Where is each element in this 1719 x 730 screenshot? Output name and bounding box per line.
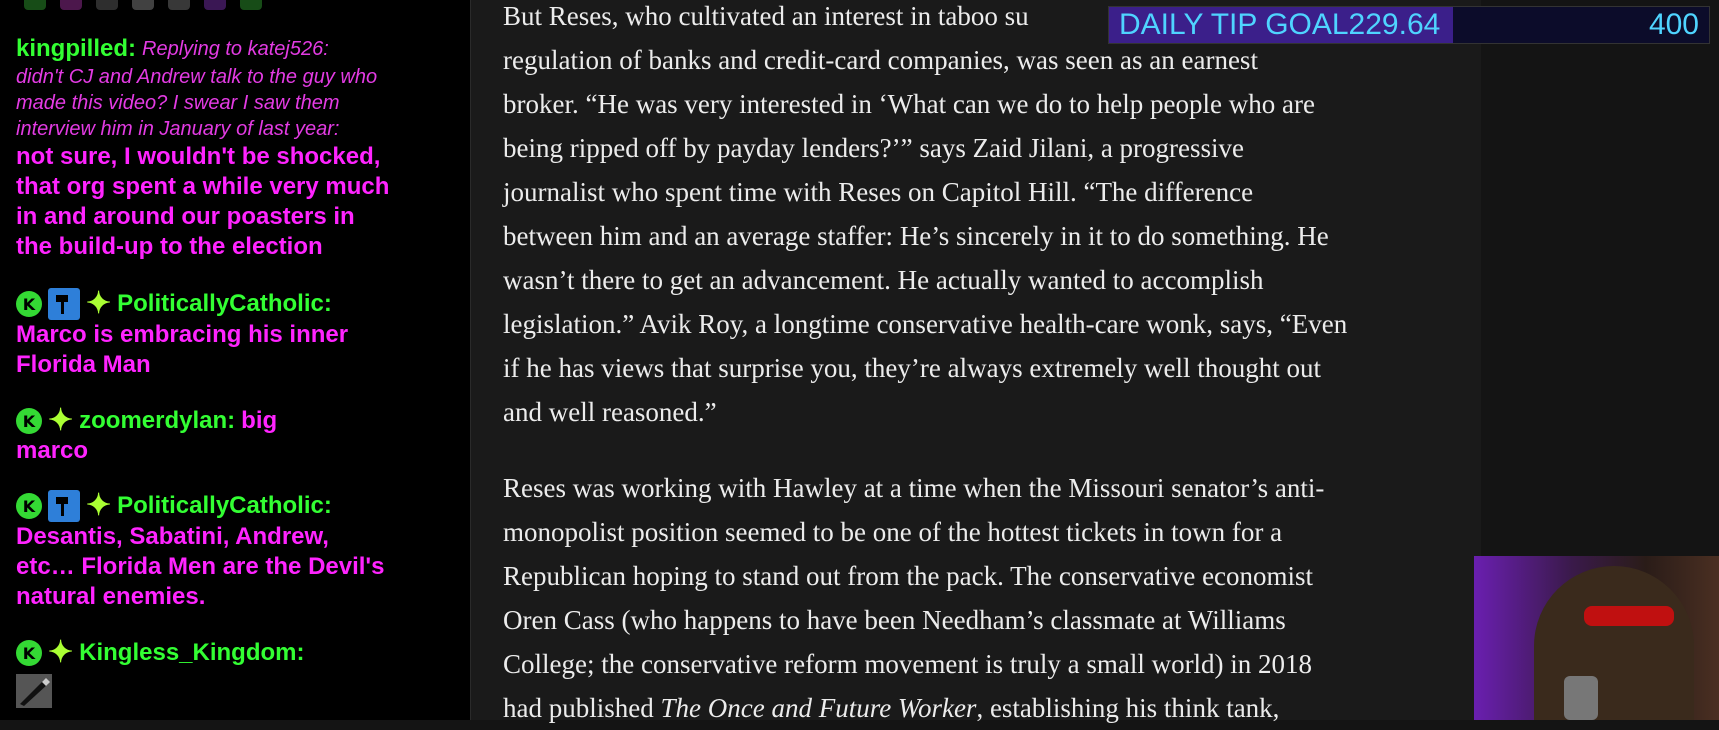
message-line: Marco is embracing his inner	[16, 321, 349, 348]
chat-top-badges	[24, 0, 262, 10]
reply-line: interview him in January of last year:	[16, 118, 340, 140]
badge-icon	[240, 0, 262, 10]
article-line: Reses was working with Hawley at a time when the Missouri senator’s anti-	[503, 473, 1325, 503]
article-line: between him and an average staffer: He’s sincerely in it to do something. He	[503, 221, 1329, 251]
badge-icon	[60, 0, 82, 10]
article-view[interactable]	[470, 0, 1481, 723]
chat-message	[16, 638, 456, 716]
chat-panel	[0, 0, 470, 720]
chat-username[interactable]: PoliticallyCatholic:	[117, 492, 332, 519]
chat-message	[16, 490, 456, 612]
message-line: natural enemies.	[16, 583, 206, 610]
article-line: monopolist position seemed to be one of the hottest tickets in town for a	[503, 517, 1283, 547]
article-line: Oren Cass (who happens to have been Needham’s classmate at Williams	[503, 605, 1286, 635]
k-badge-icon: K	[16, 493, 42, 519]
chat-username[interactable]: PoliticallyCatholic:	[117, 290, 332, 317]
microphone-icon	[1564, 676, 1598, 720]
message-line: that org spent a while very much	[16, 173, 390, 200]
article-line: wasn’t there to get an advancement. He actually wanted to accomplish	[503, 265, 1264, 295]
badge-icon	[24, 0, 46, 10]
message-inline-text: big	[241, 407, 278, 434]
sunglasses	[1584, 606, 1674, 626]
article-line: legislation.” Avik Roy, a longtime conservative health-care wonk, says, “Even	[503, 309, 1348, 339]
message-line: Florida Man	[16, 351, 151, 378]
chat-username[interactable]: kingpilled:	[16, 35, 136, 62]
sparkle-icon: ✦	[48, 636, 74, 669]
message-line: the build-up to the election	[16, 233, 323, 260]
reply-line: didn't CJ and Andrew talk to the guy who	[16, 66, 378, 88]
article-line: if he has views that surprise you, they’re always extremely well thought out	[503, 353, 1322, 383]
badge-icon	[204, 0, 226, 10]
tip-goal-target: 400	[1648, 8, 1699, 41]
article-line: journalist who spent time with Reses on Capitol Hill. “The difference	[503, 177, 1254, 207]
article-paragraph	[503, 466, 1475, 730]
article-line	[503, 686, 1475, 730]
sparkle-icon: ✦	[86, 489, 112, 522]
article-line: But Reses, who cultivated an interest in taboo su	[503, 1, 1029, 31]
reply-label: Replying to katej526:	[142, 38, 329, 60]
k-badge-icon: K	[16, 291, 42, 317]
webcam-feed	[1474, 556, 1719, 720]
article-line: regulation of banks and credit-card companies, was seen as an earnest	[503, 45, 1258, 75]
book-title: The Once and Future Worker	[660, 693, 977, 723]
streamer	[1534, 566, 1694, 720]
article-line: being ripped off by payday lenders?’” says Zaid Jilani, a progressive	[503, 133, 1245, 163]
message-line: marco	[16, 437, 89, 464]
sparkle-icon: ✦	[48, 404, 74, 437]
hammer-icon	[48, 490, 80, 522]
sparkle-icon: ✦	[86, 287, 112, 320]
article-text: , establishing his think tank,	[976, 693, 1280, 723]
tip-goal-label: DAILY TIP GOAL229.64	[1119, 8, 1441, 41]
hammer-icon	[48, 288, 80, 320]
k-badge-icon: K	[16, 640, 42, 666]
knife-emote-icon	[16, 674, 52, 708]
k-badge-icon: K	[16, 408, 42, 434]
article-line: broker. “He was very interested in ‘What can we do to help people who are	[503, 89, 1315, 119]
message-line: not sure, I wouldn't be shocked,	[16, 143, 381, 170]
badge-icon	[168, 0, 190, 10]
article-line: Republican hoping to stand out from the pack. The conservative economist	[503, 561, 1314, 591]
badge-icon	[132, 0, 154, 10]
reply-line: made this video? I swear I saw them	[16, 92, 340, 114]
message-line: etc… Florida Men are the Devil's	[16, 553, 385, 580]
tip-goal-bar	[1108, 6, 1710, 44]
badge-icon	[96, 0, 118, 10]
chat-username[interactable]: Kingless_Kingdom:	[79, 639, 305, 666]
message-line: in and around our poasters in	[16, 203, 355, 230]
article-text: had published	[503, 693, 661, 723]
article-paragraph	[503, 0, 1475, 434]
article-line: College; the conservative reform movement is truly a small world) in 2018	[503, 649, 1313, 679]
chat-message	[16, 34, 456, 262]
chat-message	[16, 288, 456, 380]
article-line: and well reasoned.”	[503, 397, 717, 427]
chat-message	[16, 406, 456, 466]
message-line: Desantis, Sabatini, Andrew,	[16, 523, 329, 550]
chat-username[interactable]: zoomerdylan:	[79, 407, 236, 434]
